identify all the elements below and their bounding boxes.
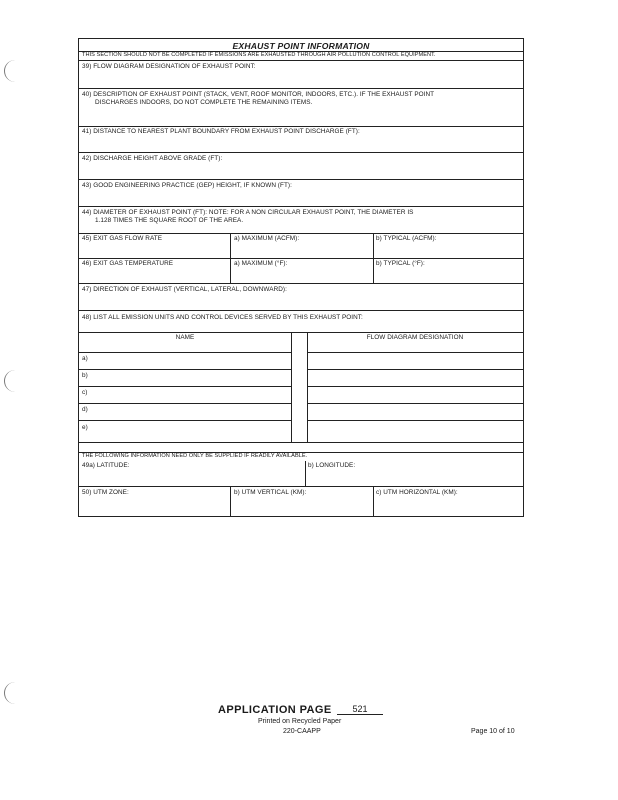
divider xyxy=(230,486,231,516)
section-notice: THIS SECTION SHOULD NOT BE COMPLETED IF EMISSIONS ARE EXHAUSTED THROUGH AIR POLLUTION CONTROL EQUIPMENT. xyxy=(82,52,436,58)
divider xyxy=(79,352,291,353)
page-number: Page 10 of 10 xyxy=(471,728,515,735)
q48-label: 48) LIST ALL EMISSION UNITS AND CONTROL DEVICES SERVED BY THIS EXHAUST POINT: xyxy=(82,314,363,321)
q43-label: 43) GOOD ENGINEERING PRACTICE (GEP) HEIGHT, IF KNOWN (FT): xyxy=(82,182,292,189)
q45-typical-label: b) TYPICAL (ACFM): xyxy=(376,235,437,242)
divider xyxy=(291,332,292,442)
divider xyxy=(79,206,523,207)
form-code: 220-CAAPP xyxy=(283,728,321,735)
divider xyxy=(79,60,523,61)
q44-label-line2: 1.128 TIMES THE SQUARE ROOT OF THE AREA. xyxy=(95,217,244,224)
q49-latitude-label: 49a) LATITUDE: xyxy=(82,462,130,469)
q41-label: 41) DISTANCE TO NEAREST PLANT BOUNDARY FROM EXHAUST POINT DISCHARGE (FT): xyxy=(82,128,360,135)
q40-label-line2: DISCHARGES INDOORS, DO NOT COMPLETE THE REMAINING ITEMS. xyxy=(95,99,313,106)
q50-utm-zone-label: 50) UTM ZONE: xyxy=(82,489,129,496)
hole-punch-mark-top xyxy=(4,60,19,82)
q50-utm-horizontal-label: c) UTM HORIZONTAL (KM): xyxy=(376,489,458,496)
application-page-label: APPLICATION PAGE xyxy=(218,704,332,716)
divider xyxy=(79,233,523,234)
hole-punch-mark-middle xyxy=(4,370,19,392)
divider xyxy=(373,486,374,516)
q39-label: 39) FLOW DIAGRAM DESIGNATION OF EXHAUST POINT: xyxy=(82,63,256,70)
q46-maximum-label: a) MAXIMUM (°F): xyxy=(234,260,288,267)
optional-notice: THE FOLLOWING INFORMATION NEED ONLY BE SUPPLIED IF READILY AVAILABLE. xyxy=(82,453,308,459)
divider xyxy=(307,352,523,353)
divider xyxy=(79,369,291,370)
table-header-name: NAME xyxy=(175,334,195,341)
q46-label: 46) EXIT GAS TEMPERATURE xyxy=(82,260,174,267)
q45-maximum-label: a) MAXIMUM (ACFM): xyxy=(234,235,300,242)
printed-on-note: Printed on Recycled Paper xyxy=(258,718,342,725)
hole-punch-mark-bottom xyxy=(4,682,19,704)
divider xyxy=(79,126,523,127)
divider xyxy=(307,369,523,370)
table-row: b) xyxy=(82,372,88,379)
divider xyxy=(79,152,523,153)
application-page-number: 521 xyxy=(337,704,383,715)
q49-longitude-label: b) LONGITUDE: xyxy=(308,462,356,469)
divider xyxy=(79,179,523,180)
divider xyxy=(79,403,291,404)
divider xyxy=(305,461,306,486)
divider xyxy=(79,310,523,311)
q40-label-line1: 40) DESCRIPTION OF EXHAUST POINT (STACK, VENT, ROOF MONITOR, INDOORS, ETC.). IF THE EXHAUST POINT xyxy=(82,91,435,98)
q47-label: 47) DIRECTION OF EXHAUST (VERTICAL, LATERAL, DOWNWARD): xyxy=(82,286,287,293)
divider xyxy=(307,386,523,387)
divider xyxy=(79,332,523,333)
divider xyxy=(307,420,523,421)
table-row: a) xyxy=(82,355,88,362)
divider xyxy=(79,88,523,89)
exhaust-point-form xyxy=(78,38,524,517)
divider xyxy=(307,332,308,442)
divider xyxy=(79,420,291,421)
q42-label: 42) DISCHARGE HEIGHT ABOVE GRADE (FT): xyxy=(82,155,223,162)
divider xyxy=(79,486,523,487)
table-row: d) xyxy=(82,406,88,413)
divider xyxy=(79,386,291,387)
q50-utm-vertical-label: b) UTM VERTICAL (KM): xyxy=(234,489,307,496)
q44-label-line1: 44) DIAMETER OF EXHAUST POINT (FT): NOTE: FOR A NON CIRCULAR EXHAUST POINT, THE DIAMETER IS xyxy=(82,209,414,216)
form-title: EXHAUST POINT INFORMATION xyxy=(232,41,370,51)
table-row: e) xyxy=(82,424,88,431)
divider xyxy=(307,403,523,404)
table-row: c) xyxy=(82,389,88,396)
divider xyxy=(79,258,523,259)
divider xyxy=(79,283,523,284)
q46-typical-label: b) TYPICAL (°F): xyxy=(376,260,425,267)
divider xyxy=(79,442,523,443)
table-header-flow-diagram: FLOW DIAGRAM DESIGNATION xyxy=(366,334,464,341)
q45-label: 45) EXIT GAS FLOW RATE xyxy=(82,235,163,242)
